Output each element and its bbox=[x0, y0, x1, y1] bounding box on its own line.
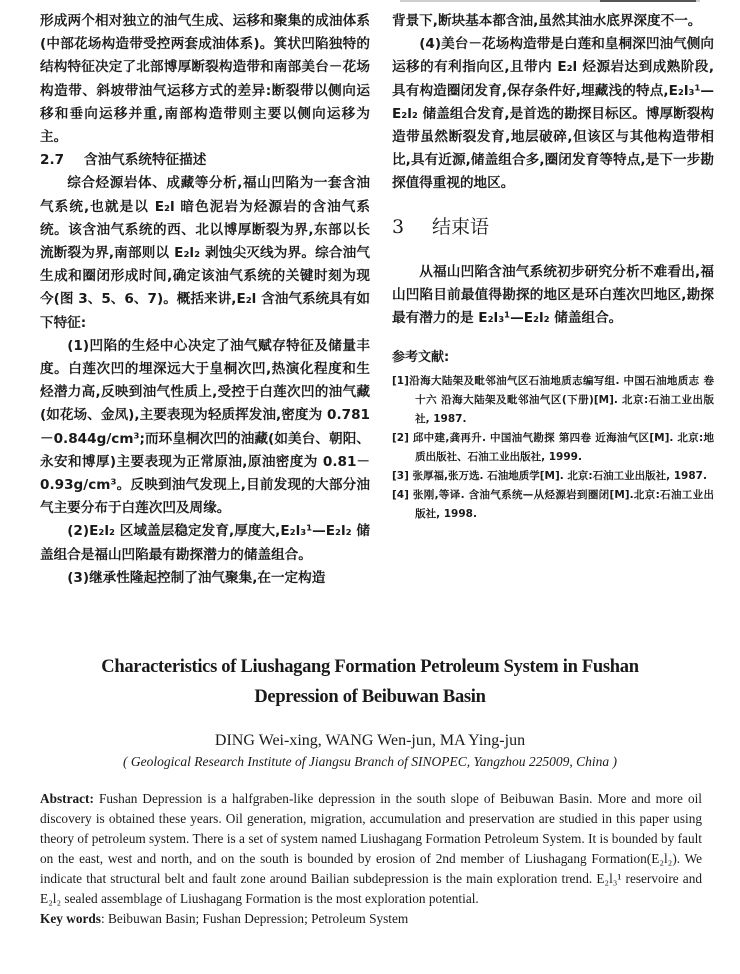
text: 综合烃源岩体、成藏等分析,福山凹陷为一套含油气系统,也就是以 bbox=[40, 175, 370, 215]
feature-item-2 bbox=[40, 520, 370, 566]
formula: E₂l₂ bbox=[89, 523, 115, 540]
text: (2) bbox=[67, 523, 90, 540]
english-title-block bbox=[0, 652, 740, 770]
continued-paragraph: 形成两个相对独立的油气生成、运移和聚集的成油体系(中部花场构造带受控两套成油体系)。箕状凹陷独特的结构特征决定了北部博厚断裂构造带和南部美台－花场构造带、斜坡带油气运移方式的差异:断裂带以侧向运移和垂向运移并重,南部构造带则主要以侧向运移为主。 bbox=[40, 13, 370, 146]
english-title-line-2: Depression of Beibuwan Basin bbox=[254, 687, 486, 707]
formula: E₂l₃¹—E₂l₂ bbox=[478, 310, 550, 327]
text: reservoire and bbox=[621, 871, 702, 886]
keywords bbox=[40, 909, 702, 929]
keywords-label: Key words bbox=[40, 911, 101, 926]
formula: E₂l bbox=[236, 291, 257, 308]
section-number: 2.7 bbox=[40, 152, 65, 169]
references-heading: 参考文献: bbox=[392, 350, 450, 366]
reference-item: [4] 张刚,等译. 含油气系统—从烃源岩到圈闭[M].北京:石油工业出版社, 1998. bbox=[392, 488, 714, 520]
text: 剥蚀尖灭线为界。综合油气生成和圈闭形成时间,确定该油气系统的关键时刻为现今(图 3、5、6、7)。概括来讲, bbox=[40, 245, 370, 308]
section-heading-3 bbox=[392, 216, 714, 239]
summary-paragraph bbox=[40, 172, 370, 334]
formula: E₂l₂ bbox=[174, 245, 201, 262]
text: (4)美台－花场构造带是白莲和皇桐深凹油气侧向运移的有利指向区,且带内 bbox=[392, 36, 714, 76]
text: 烃源岩达到成熟阶段,具有构造圈闭发育,保存条件好,埋藏浅的特点, bbox=[392, 59, 714, 99]
continued-paragraph: 背景下,断块基本都含油,虽然其油水底界深度不一。 bbox=[392, 13, 702, 29]
reference-item: [2] 邱中建,龚再升. 中国油气勘探 第四卷 近海油气区[M]. 北京:地质出版社、石油工业出版社, 1999. bbox=[392, 431, 714, 463]
reference-item: [1]沿海大陆架及毗邻油气区石油地质志编写组. 中国石油地质志 卷十六 沿海大陆架及毗邻油气区(下册)[M]. 北京:石油工业出版社, 1987. bbox=[392, 374, 714, 425]
right-column bbox=[392, 10, 714, 524]
reference-item: [3] 张厚福,张万选. 石油地质学[M]. 北京:石油工业出版社, 1987. bbox=[392, 469, 707, 482]
section-heading-2-7 bbox=[40, 149, 370, 172]
text: sealed assemblage of Liushagang Formation is the most exploration potential. bbox=[61, 891, 479, 906]
english-abstract bbox=[40, 789, 702, 929]
text: Fushan Depression is a halfgraben-like depression in the south slope of Beibuwan Basin. More and more oil discovery is obtained these years. Oil generation, migration, accumulation and preservation are studied in this paper using theory of petroleum system. There is a set of system named Liushagang Formation Petroleum System. It is bounded by fault on the east, west and north, and on the south is bounded by erosion of 2nd member of Liushagang Formation( bbox=[40, 791, 702, 866]
affiliation: ( Geological Research Institute of Jiangsu Branch of SINOPEC, Yangzhou 225009, China ) bbox=[123, 754, 617, 769]
text: 暗色泥岩为烃源岩的含油气系统。该含油气系统的西、北以博厚断裂为界,东部以长流断裂为界,南部则以 bbox=[40, 198, 370, 262]
text: 含油气系统具有如下特征: bbox=[40, 291, 370, 331]
formula: E₂l₂ bbox=[40, 891, 62, 906]
text: 储盖组合发育,是首选的勘探目标区。博厚断裂构造带虽然断裂发育,地层破碎,但该区与其他构造带相比,具有近源,储盖组合多,圈闭发育等特点,是下一步勘探值得重视的地区。 bbox=[392, 105, 714, 192]
formula: E₂l bbox=[557, 59, 578, 76]
section-number: 3 bbox=[392, 215, 405, 238]
english-title-line-1: Characteristics of Liushagang Formation Petroleum System in Fushan bbox=[101, 657, 639, 677]
feature-item-1: (1)凹陷的生烃中心决定了油气赋存特征及储量丰度。白莲次凹的埋深远大于皇桐次凹,热演化程度和生烃潜力高,反映到油气性质上,受控于白莲次凹的油气藏(如花场、金凤),主要表现为轻质挥发油,密度为 0.781－0.844g/cm³;而环皇桐次凹的油藏(如美台、朝阳、永安和博厚)主要表现为正常原油,原油密度为 0.81－0.93g/cm³。反映到油气发现上,目前发现的大部分油气主要分布于白莲次凹及周缘。 bbox=[40, 337, 370, 517]
text: 储盖组合是福山凹陷最有勘探潜力的储盖组合。 bbox=[40, 523, 370, 563]
abstract-paragraph bbox=[40, 789, 702, 909]
text: ). We indicate that structural belt and fault zone around Bailian subdepression is the main exploration trend. bbox=[40, 851, 702, 886]
abstract-label: Abstract: bbox=[40, 791, 94, 806]
left-column bbox=[40, 10, 370, 590]
section-title: 结束语 bbox=[432, 215, 490, 238]
text: 储盖组合。 bbox=[549, 310, 623, 327]
conclusion-paragraph bbox=[392, 261, 714, 331]
authors: DING Wei-xing, WANG Wen-jun, MA Ying-jun bbox=[214, 732, 526, 749]
keywords-text: : Beibuwan Basin; Fushan Depression; Petroleum System bbox=[100, 911, 409, 926]
formula: E₂l₃¹ bbox=[596, 871, 622, 886]
feature-item-3: (3)继承性隆起控制了油气聚集,在一定构造 bbox=[67, 569, 326, 586]
formula: E₂l bbox=[154, 198, 175, 215]
formula: E₂l₃¹—E₂l₂ bbox=[280, 523, 352, 540]
formula: E₂l₃¹—E₂l₂ bbox=[392, 82, 714, 122]
formula: E₂l₂ bbox=[651, 851, 673, 866]
text: 从福山凹陷含油气系统初步研究分析不难看出,福山凹陷目前最值得勘探的地区是环白莲次凹地区,勘探最有潜力的是 bbox=[392, 263, 714, 327]
section-title: 含油气系统特征描述 bbox=[84, 152, 207, 169]
text: 区域盖层稳定发育,厚度大, bbox=[114, 523, 281, 540]
top-rule-dark bbox=[600, 0, 696, 2]
feature-item-4 bbox=[392, 33, 714, 195]
